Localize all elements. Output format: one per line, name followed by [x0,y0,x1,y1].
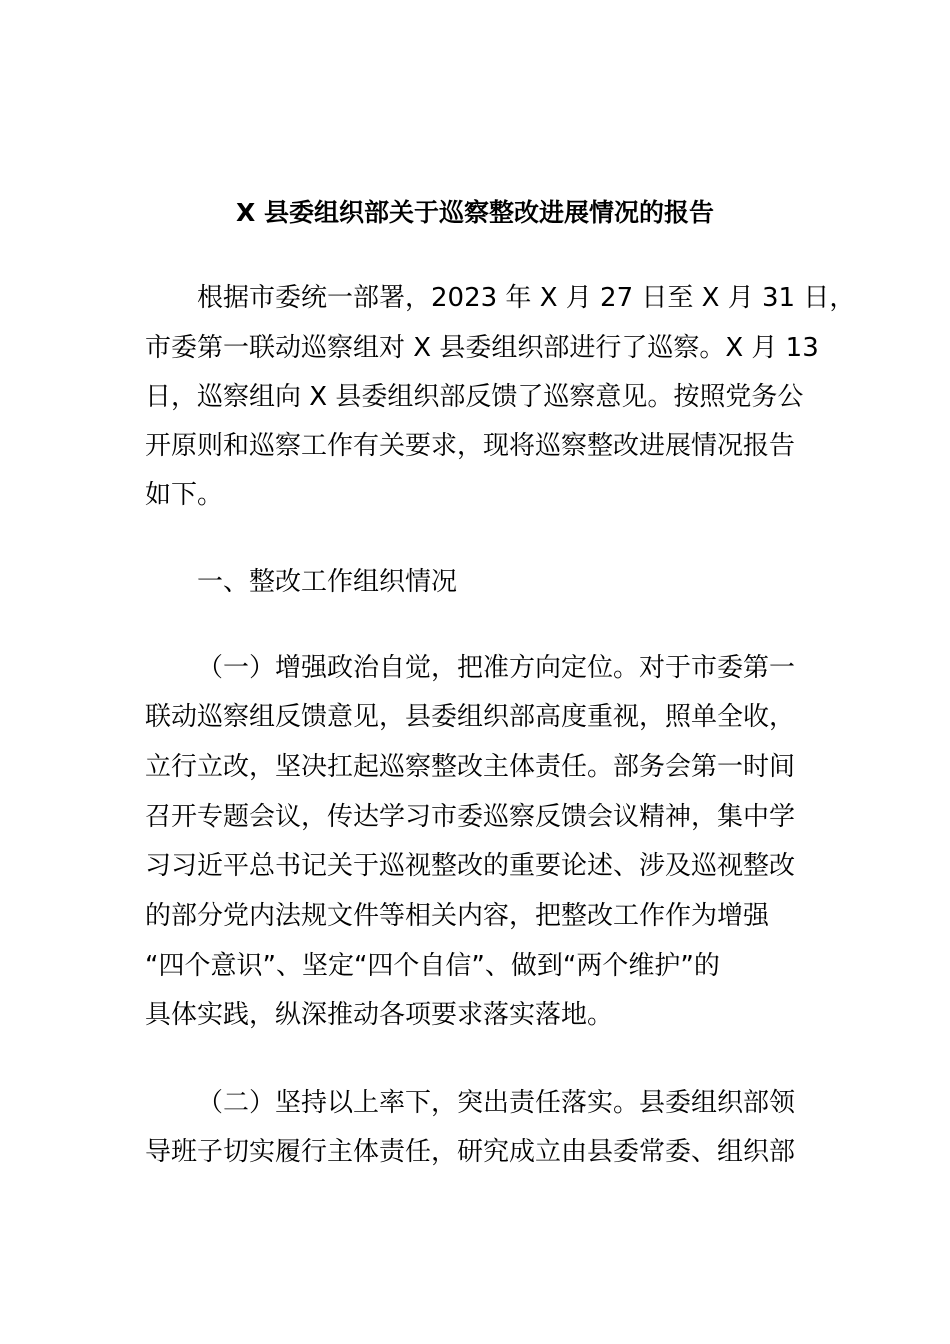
paragraph-line: 导班子切实履行主体责任，研究成立由县委常委、组织部 [145,1137,796,1167]
paragraph-line: 的部分党内法规文件等相关内容，把整改工作作为增强 [145,901,770,931]
paragraph-line: 立行立改，坚决扛起巡察整改主体责任。部务会第一时间 [145,752,796,782]
paragraph-line: 根据市委统一部署，2023 年 X 月 27 日至 X 月 31 日， [197,283,856,313]
paragraph-line: “四个意识”、坚定“四个自信”、做到“两个维护”的 [145,951,720,981]
paragraph-line: 联动巡察组反馈意见，县委组织部高度重视，照单全收， [145,702,796,732]
paragraph-line: 开原则和巡察工作有关要求，现将巡察整改进展情况报告 [145,431,796,461]
paragraph-line: （一）增强政治自觉，把准方向定位。对于市委第一 [197,653,796,683]
paragraph-line: 市委第一联动巡察组对 X 县委组织部进行了巡察。X 月 13 [145,333,819,363]
paragraph-line: 习习近平总书记关于巡视整改的重要论述、涉及巡视整改 [145,851,796,881]
paragraph-line: （二）坚持以上率下，突出责任落实。县委组织部领 [197,1088,796,1118]
paragraph-line: 具体实践，纵深推动各项要求落实落地。 [145,1000,614,1030]
paragraph-line: 日，巡察组向 X 县委组织部反馈了巡察意见。按照党务公 [145,382,804,412]
document-title: X 县委组织部关于巡察整改进展情况的报告 [236,198,714,227]
paragraph-line: 召开专题会议，传达学习市委巡察反馈会议精神，集中学 [145,802,796,832]
paragraph-line: 如下。 [145,480,224,510]
section-heading: 一、整改工作组织情况 [197,567,458,597]
